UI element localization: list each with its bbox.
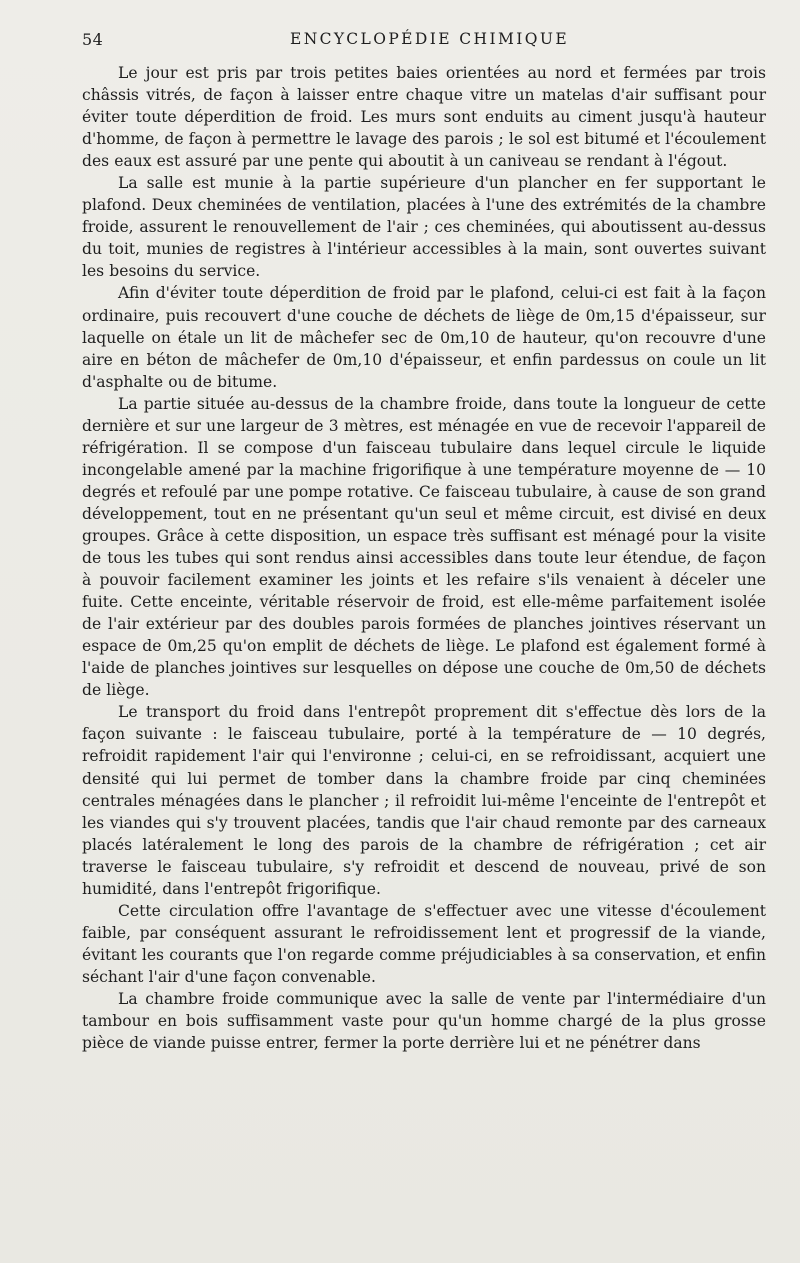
header-title: ENCYCLOPÉDIE CHIMIQUE: [290, 30, 570, 48]
paragraph-cold-room-access: La chambre froide communique avec la salle de vente par l'intermédiaire d'un tambour en bois suffisamment vaste pour qu'un homme chargé de la plus grosse pièce de viande puisse entrer, fermer la porte derrière lui et ne pénétrer dans: [82, 989, 766, 1053]
paragraph-circulation: Cette circulation offre l'avantage de s'effectuer avec une vitesse d'écoulement faible, par conséquent assurant le refroidissement lent et progressif de la viande, évitant les courants que l'on regarde comme préjudiciables à sa conservation, et enfin séchant l'air d'une façon convenable.: [82, 901, 766, 986]
paragraph-ventilation: La salle est munie à la partie supérieure d'un plancher en fer supportant le plafond. Deux cheminées de ventilation, placées à l'une des extrémités de la chambre froide, assurent le renouvellement de l'air ; ces cheminées, qui aboutissent au-dessus du toit, munies de registres à l'intérieur accessibles à la main, sont ouvertes suivant les besoins du service.: [82, 174, 766, 281]
body-text: [82, 62, 766, 1054]
page-number: 54: [82, 30, 104, 49]
paragraph-cold-transport: Le transport du froid dans l'entrepôt proprement dit s'effectue dès lors de la façon suivante : le faisceau tubulaire, porté à la température de — 10 degrés, refroidit rapidement l'air qui l'environne ; celui-ci, en se refroidissant, acquiert une densité qui lui permet de tomber dans la chambre froide par cinq cheminées centrales ménagées dans le plancher ; il refroidit lui-même l'enceinte de l'entrepôt et les viandes qui s'y trouvent placées, tandis que l'air chaud remonte par des carneaux placés latéralement le long des parois de la chambre de réfrigération ; cet air traverse le faisceau tubulaire, s'y refroidit et descend de nouveau, privé de son humidité, dans l'entrepôt frigorifique.: [82, 703, 766, 898]
paragraph-windows-walls: Le jour est pris par trois petites baies orientées au nord et fermées par trois châssis vitrés, de façon à laisser entre chaque vitre un matelas d'air suffisant pour éviter toute déperdition de froid. Les murs sont enduits au ciment jusqu'à hauteur d'homme, de façon à permettre le lavage des parois ; le sol est bitumé et l'écoulement des eaux est assuré par une pente qui aboutit à un caniveau se rendant à l'égout.: [82, 64, 766, 171]
paragraph-ceiling-insulation: Afin d'éviter toute déperdition de froid par le plafond, celui-ci est fait à la façon ordinaire, puis recouvert d'une couche de déchets de liège de 0m,15 d'épaisseur, sur laquelle on étale un lit de mâchefer sec de 0m,10 de hauteur, qu'on recouvre d'une aire en béton de mâchefer de 0m,10 d'épaisseur, et enfin pardessus on coule un lit d'asphalte ou de bitume.: [82, 284, 766, 391]
running-header: [0, 22, 800, 50]
paragraph-refrigeration-apparatus: La partie située au-dessus de la chambre froide, dans toute la longueur de cette dernière et sur une largeur de 3 mètres, est ménagée en vue de recevoir l'appareil de réfrigération. Il se compose d'un faisceau tubulaire dans lequel circule le liquide incongelable amené par la machine frigorifique à une température moyenne de — 10 degrés et refoulé par une pompe rotative. Ce faisceau tubulaire, à cause de son grand développement, tout en ne présentant qu'un seul et même circuit, est divisé en deux groupes. Grâce à cette disposition, un espace très suffisant est ménagé pour la visite de tous les tubes qui sont rendus ainsi accessibles dans toute leur étendue, de façon à pouvoir facilement examiner les joints et les refaire s'ils venaient à déceler une fuite. Cette enceinte, véritable réservoir de froid, est elle-même parfaitement isolée de l'air extérieur par des doubles parois formées de planches jointives réservant un espace de 0m,25 qu'on emplit de déchets de liège. Le plafond est également formé à l'aide de planches jointives sur lesquelles on dépose une couche de 0m,50 de déchets de liège.: [82, 394, 766, 700]
